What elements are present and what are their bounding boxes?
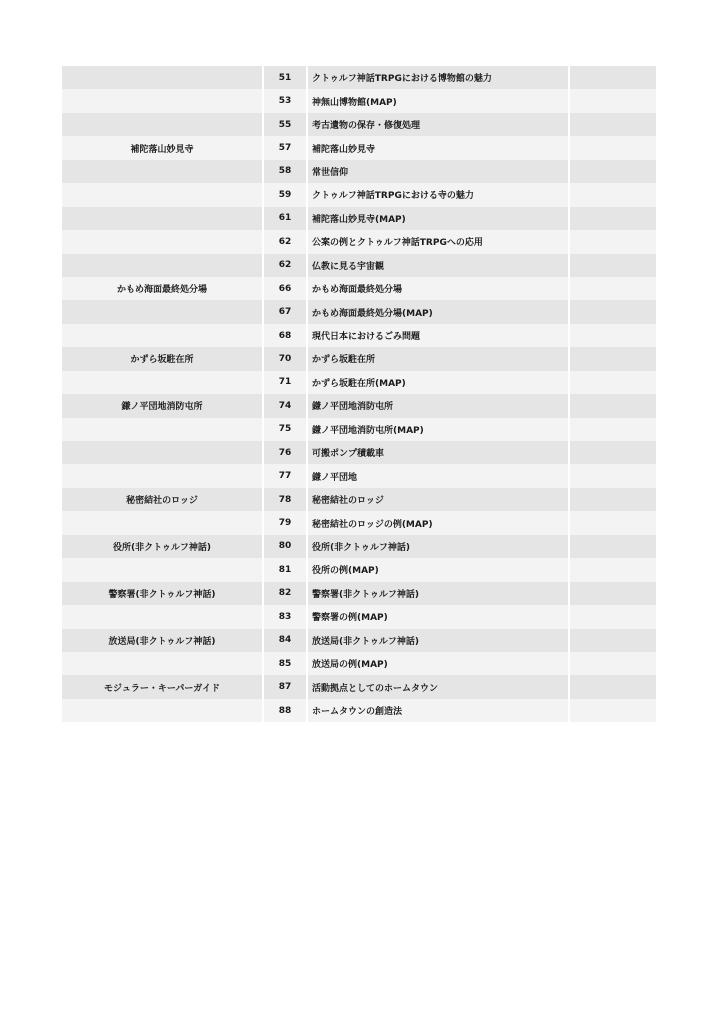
table-row xyxy=(62,347,656,370)
section-cell xyxy=(62,511,262,534)
blank-cell xyxy=(570,699,656,722)
blank-cell xyxy=(570,371,656,394)
blank-cell xyxy=(570,160,656,183)
page-number-cell: 88 xyxy=(264,699,306,722)
title-cell: 可搬ポンプ積載車 xyxy=(308,441,568,464)
table-row xyxy=(62,89,656,112)
section-cell: かもめ海面最終処分場 xyxy=(62,277,262,300)
table-row xyxy=(62,66,656,89)
page-number-cell: 81 xyxy=(264,558,306,581)
section-cell: 役所(非クトゥルフ神話) xyxy=(62,535,262,558)
title-cell: 現代日本におけるごみ問題 xyxy=(308,324,568,347)
section-cell: モジュラー・キーパーガイド xyxy=(62,675,262,698)
table-row xyxy=(62,230,656,253)
page-number-cell: 70 xyxy=(264,347,306,370)
title-cell: ホームタウンの創造法 xyxy=(308,699,568,722)
title-cell: かずら坂駐在所(MAP) xyxy=(308,371,568,394)
section-cell xyxy=(62,66,262,89)
title-cell: クトゥルフ神話TRPGにおける博物館の魅力 xyxy=(308,66,568,89)
title-cell: 公案の例とクトゥルフ神話TRPGへの応用 xyxy=(308,230,568,253)
table-row xyxy=(62,582,656,605)
page-number-cell: 58 xyxy=(264,160,306,183)
title-cell: 役所(非クトゥルフ神話) xyxy=(308,535,568,558)
page-number-cell: 67 xyxy=(264,300,306,323)
blank-cell xyxy=(570,89,656,112)
page-number-cell: 78 xyxy=(264,488,306,511)
title-cell: 鎌ノ平団地消防屯所 xyxy=(308,394,568,417)
page-number-cell: 80 xyxy=(264,535,306,558)
blank-cell xyxy=(570,324,656,347)
title-cell: 鎌ノ平団地消防屯所(MAP) xyxy=(308,418,568,441)
title-cell: 警察署(非クトゥルフ神話) xyxy=(308,582,568,605)
blank-cell xyxy=(570,183,656,206)
page-number-cell: 83 xyxy=(264,605,306,628)
table-row xyxy=(62,605,656,628)
section-cell xyxy=(62,254,262,277)
section-cell xyxy=(62,230,262,253)
section-cell xyxy=(62,371,262,394)
section-cell xyxy=(62,113,262,136)
table-of-contents xyxy=(62,66,656,722)
page-number-cell: 55 xyxy=(264,113,306,136)
table-row xyxy=(62,136,656,159)
table-row xyxy=(62,183,656,206)
section-cell xyxy=(62,464,262,487)
table-row xyxy=(62,160,656,183)
table-row xyxy=(62,675,656,698)
page-number-cell: 57 xyxy=(264,136,306,159)
table-row xyxy=(62,300,656,323)
table-row xyxy=(62,535,656,558)
page-number-cell: 71 xyxy=(264,371,306,394)
title-cell: かもめ海面最終処分場(MAP) xyxy=(308,300,568,323)
title-cell: 放送局の例(MAP) xyxy=(308,652,568,675)
table-row xyxy=(62,441,656,464)
title-cell: かもめ海面最終処分場 xyxy=(308,277,568,300)
page-number-cell: 62 xyxy=(264,230,306,253)
table-row xyxy=(62,652,656,675)
blank-cell xyxy=(570,66,656,89)
table-row xyxy=(62,254,656,277)
blank-cell xyxy=(570,488,656,511)
blank-cell xyxy=(570,511,656,534)
page-number-cell: 76 xyxy=(264,441,306,464)
blank-cell xyxy=(570,675,656,698)
section-cell: 放送局(非クトゥルフ神話) xyxy=(62,629,262,652)
section-cell xyxy=(62,324,262,347)
title-cell: 常世信仰 xyxy=(308,160,568,183)
blank-cell xyxy=(570,605,656,628)
title-cell: 仏教に見る宇宙観 xyxy=(308,254,568,277)
page-number-cell: 53 xyxy=(264,89,306,112)
table-row xyxy=(62,277,656,300)
table-row xyxy=(62,464,656,487)
blank-cell xyxy=(570,136,656,159)
blank-cell xyxy=(570,582,656,605)
page-number-cell: 84 xyxy=(264,629,306,652)
blank-cell xyxy=(570,230,656,253)
page-number-cell: 59 xyxy=(264,183,306,206)
page-number-cell: 62 xyxy=(264,254,306,277)
section-cell: 補陀落山妙見寺 xyxy=(62,136,262,159)
section-cell: 秘密結社のロッジ xyxy=(62,488,262,511)
table-row xyxy=(62,324,656,347)
table-row xyxy=(62,207,656,230)
title-cell: 考古遺物の保存・修復処理 xyxy=(308,113,568,136)
table-row xyxy=(62,511,656,534)
blank-cell xyxy=(570,652,656,675)
table-row xyxy=(62,488,656,511)
table-row xyxy=(62,394,656,417)
page-number-cell: 77 xyxy=(264,464,306,487)
title-cell: かずら坂駐在所 xyxy=(308,347,568,370)
table-row xyxy=(62,371,656,394)
section-cell xyxy=(62,418,262,441)
page-number-cell: 68 xyxy=(264,324,306,347)
page-number-cell: 79 xyxy=(264,511,306,534)
title-cell: 補陀落山妙見寺(MAP) xyxy=(308,207,568,230)
title-cell: 神無山博物館(MAP) xyxy=(308,89,568,112)
page-number-cell: 82 xyxy=(264,582,306,605)
section-cell xyxy=(62,300,262,323)
section-cell xyxy=(62,183,262,206)
table-row xyxy=(62,113,656,136)
table-row xyxy=(62,699,656,722)
blank-cell xyxy=(570,464,656,487)
page-number-cell: 75 xyxy=(264,418,306,441)
section-cell xyxy=(62,441,262,464)
title-cell: 秘密結社のロッジ xyxy=(308,488,568,511)
section-cell xyxy=(62,89,262,112)
page-number-cell: 51 xyxy=(264,66,306,89)
table-row xyxy=(62,418,656,441)
blank-cell xyxy=(570,418,656,441)
table-row xyxy=(62,629,656,652)
section-cell xyxy=(62,605,262,628)
title-cell: 秘密結社のロッジの例(MAP) xyxy=(308,511,568,534)
page-number-cell: 87 xyxy=(264,675,306,698)
blank-cell xyxy=(570,254,656,277)
section-cell xyxy=(62,207,262,230)
blank-cell xyxy=(570,558,656,581)
title-cell: クトゥルフ神話TRPGにおける寺の魅力 xyxy=(308,183,568,206)
section-cell: かずら坂駐在所 xyxy=(62,347,262,370)
section-cell xyxy=(62,558,262,581)
title-cell: 警察署の例(MAP) xyxy=(308,605,568,628)
section-cell: 警察署(非クトゥルフ神話) xyxy=(62,582,262,605)
page-number-cell: 66 xyxy=(264,277,306,300)
blank-cell xyxy=(570,394,656,417)
page-number-cell: 74 xyxy=(264,394,306,417)
blank-cell xyxy=(570,113,656,136)
section-cell xyxy=(62,652,262,675)
section-cell xyxy=(62,160,262,183)
title-cell: 役所の例(MAP) xyxy=(308,558,568,581)
blank-cell xyxy=(570,300,656,323)
blank-cell xyxy=(570,347,656,370)
section-cell xyxy=(62,699,262,722)
page-number-cell: 85 xyxy=(264,652,306,675)
page-number-cell: 61 xyxy=(264,207,306,230)
title-cell: 活動拠点としてのホームタウン xyxy=(308,675,568,698)
blank-cell xyxy=(570,277,656,300)
title-cell: 鎌ノ平団地 xyxy=(308,464,568,487)
title-cell: 放送局(非クトゥルフ神話) xyxy=(308,629,568,652)
title-cell: 補陀落山妙見寺 xyxy=(308,136,568,159)
table-row xyxy=(62,558,656,581)
blank-cell xyxy=(570,207,656,230)
section-cell: 鎌ノ平団地消防屯所 xyxy=(62,394,262,417)
blank-cell xyxy=(570,441,656,464)
blank-cell xyxy=(570,535,656,558)
blank-cell xyxy=(570,629,656,652)
